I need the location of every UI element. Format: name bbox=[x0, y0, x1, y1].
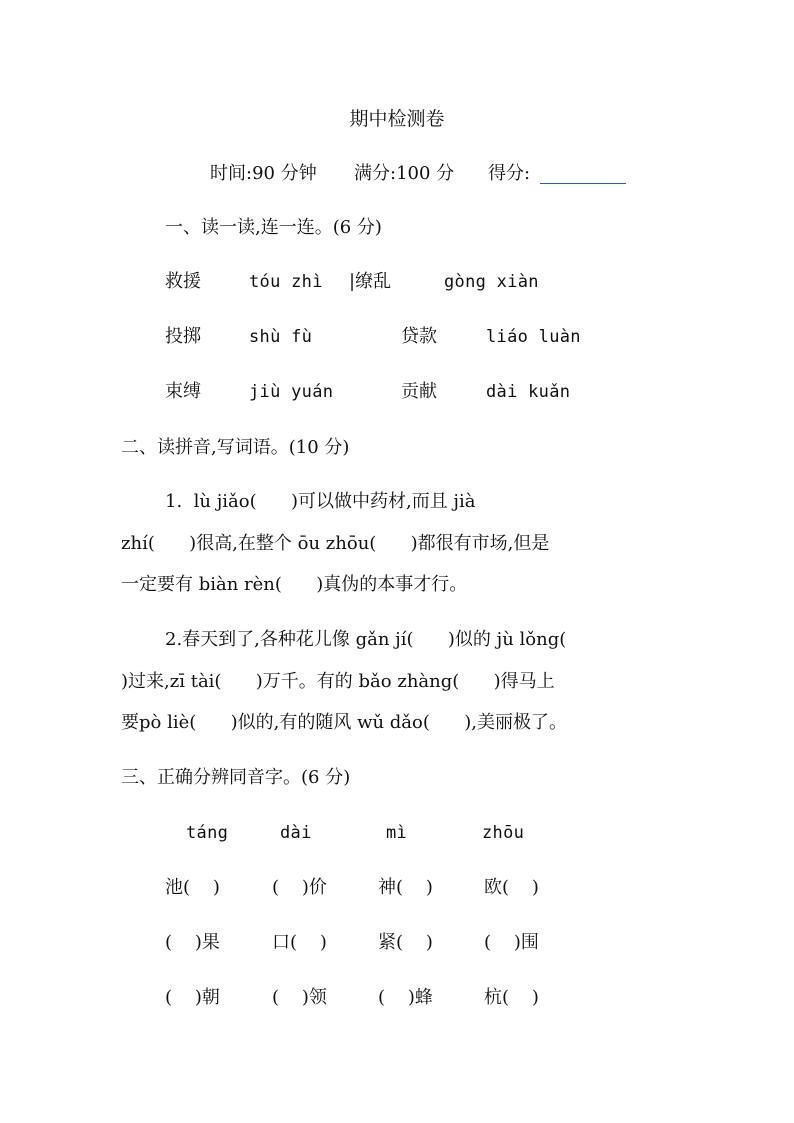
s1-word: 束缚 bbox=[165, 381, 201, 402]
s1-pinyin: gòng xiàn bbox=[444, 272, 539, 292]
exam-time: 时间:90 分钟 bbox=[210, 163, 317, 184]
s3-item: 口( ) bbox=[272, 932, 327, 953]
s1-pinyin: liáo luàn bbox=[486, 327, 581, 347]
s1-word: 贡献 bbox=[401, 381, 437, 402]
s3-pinyin: zhōu bbox=[482, 823, 525, 843]
s3-item: ( )领 bbox=[272, 987, 327, 1008]
s2-line: zhí( )很高,在整个 ōu zhōu( )都很有市场,但是 bbox=[121, 533, 550, 554]
score-blank[interactable] bbox=[540, 183, 626, 184]
s3-item: 欧( ) bbox=[484, 877, 539, 898]
s1-pinyin: shù fù bbox=[249, 327, 313, 347]
s1-word: 投掷 bbox=[165, 326, 201, 347]
s3-pinyin: táng bbox=[186, 823, 229, 843]
s3-item: 紧( ) bbox=[378, 932, 433, 953]
score-label: 得分: bbox=[488, 163, 531, 184]
s3-item: ( )价 bbox=[272, 877, 327, 898]
s2-line: 1. lù jiǎo( )可以做中药材,而且 jià bbox=[165, 491, 476, 512]
s3-item: ( )朝 bbox=[165, 987, 220, 1008]
s3-pinyin: mì bbox=[386, 823, 408, 843]
section-1-heading: 一、读一读,连一连。(6 分) bbox=[165, 217, 382, 238]
s2-line: )过来,zī tài( )万千。有的 bǎo zhàng( )得马上 bbox=[121, 671, 555, 692]
s2-line: 一定要有 biàn rèn( )真伪的本事才行。 bbox=[121, 574, 468, 595]
s3-item: 池( ) bbox=[165, 877, 220, 898]
s1-pinyin: jiù yuán bbox=[249, 382, 334, 402]
s1-word: |缭乱 bbox=[349, 271, 392, 292]
s1-word: 贷款 bbox=[401, 326, 437, 347]
s3-item: ( )果 bbox=[165, 932, 220, 953]
s3-pinyin: dài bbox=[280, 823, 312, 843]
s2-line: 2.春天到了,各种花儿像 gǎn jí( )似的 jù lǒng( bbox=[165, 629, 567, 650]
section-2-heading: 二、读拼音,写词语。(10 分) bbox=[121, 437, 350, 458]
s3-item: ( )蜂 bbox=[378, 987, 433, 1008]
s3-item: 杭( ) bbox=[484, 987, 539, 1008]
s2-line: 要pò liè( )似的,有的随风 wǔ dǎo( ),美丽极了。 bbox=[121, 712, 567, 733]
section-3-heading: 三、正确分辨同音字。(6 分) bbox=[121, 767, 351, 788]
s1-word: 救援 bbox=[165, 271, 201, 292]
s1-pinyin: dài kuǎn bbox=[486, 382, 571, 402]
s1-pinyin: tóu zhì bbox=[249, 272, 323, 292]
s3-item: 神( ) bbox=[378, 877, 433, 898]
s3-item: ( )围 bbox=[484, 932, 539, 953]
page-title: 期中检测卷 bbox=[349, 108, 445, 130]
full-score: 满分:100 分 bbox=[354, 163, 455, 184]
